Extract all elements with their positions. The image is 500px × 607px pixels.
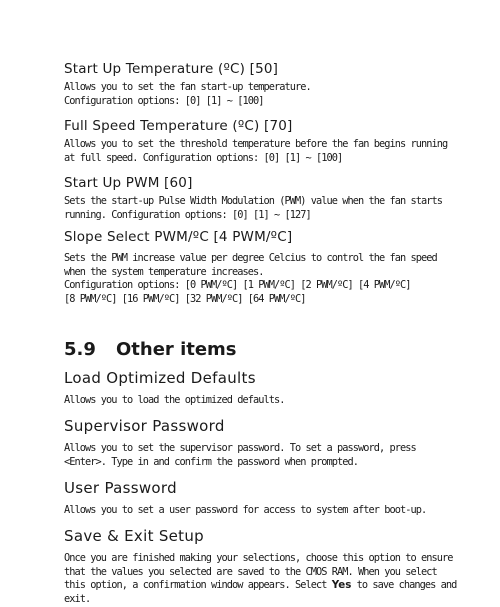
- item-title: Start Up PWM [60]: [64, 175, 193, 191]
- item-desc-text: to save changes and: [351, 579, 457, 592]
- item-user-password: [64, 478, 444, 518]
- item-title: Full Speed Temperature (ºC) [70]: [64, 118, 293, 134]
- item-desc-line: running. Configuration options: [0] [1] ~ [127]: [64, 208, 311, 221]
- item-desc-line: [64, 579, 457, 593]
- item-desc-line: Allows you to set the fan start-up temperature.: [64, 81, 311, 93]
- item-slope-select-pwm: [64, 228, 444, 307]
- item-title: Supervisor Password: [64, 417, 225, 435]
- item-title: Slope Select PWM/ºC [4 PWM/ºC]: [64, 229, 293, 245]
- item-desc-line: that the values you selected are saved to the CMOS RAM. When you select: [64, 565, 437, 578]
- item-desc-line: Sets the PWM increase value per degree Celcius to control the fan speed: [64, 252, 437, 264]
- item-desc-line: Once you are finished making your selections, choose this option to ensure: [64, 552, 453, 564]
- item-desc-line: when the system temperature increases.: [64, 265, 264, 278]
- item-desc-line: Configuration options: [0] [1] ~ [100]: [64, 94, 264, 107]
- item-title: User Password: [64, 479, 177, 497]
- item-desc-line: Sets the start-up Pulse Width Modulation (PWM) value when the fan starts: [64, 195, 442, 207]
- section-number: 5.9: [64, 339, 96, 360]
- item-desc-line: Allows you to set the supervisor password. To set a password, press: [64, 442, 416, 454]
- item-full-speed-temperature: [64, 117, 448, 165]
- item-start-up-temperature: [64, 60, 444, 108]
- item-save-exit-setup: [64, 526, 457, 607]
- item-desc-line: Allows you to set a user password for access to system after boot-up.: [64, 504, 427, 516]
- item-load-optimized-defaults: [64, 368, 444, 408]
- item-title: Save & Exit Setup: [64, 527, 204, 545]
- item-desc-line: at full speed. Configuration options: [0] [1] ~ [100]: [64, 151, 343, 164]
- item-desc-line: Allows you to load the optimized defaults.: [64, 394, 285, 406]
- item-desc-text: this option, a confirmation window appears. Select: [64, 579, 332, 592]
- item-desc-line: [8 PWM/ºC] [16 PWM/ºC] [32 PWM/ºC] [64 PWM/ºC]: [64, 293, 306, 306]
- item-supervisor-password: [64, 416, 444, 469]
- item-desc-line: <Enter>. Type in and confirm the password when prompted.: [64, 455, 358, 468]
- section-title: Other items: [116, 339, 237, 360]
- item-desc-line: exit.: [64, 593, 91, 606]
- section-heading: [64, 338, 444, 362]
- item-title: Load Optimized Defaults: [64, 369, 256, 387]
- item-desc-line: Configuration options: [0 PWM/ºC] [1 PWM/ºC] [2 PWM/ºC] [4 PWM/ºC]: [64, 279, 411, 292]
- emphasis-yes: Yes: [331, 579, 352, 592]
- item-desc-line: Allows you to set the threshold temperature before the fan begins running: [64, 138, 448, 150]
- item-title: Start Up Temperature (ºC) [50]: [64, 61, 279, 77]
- item-start-up-pwm: [64, 174, 444, 222]
